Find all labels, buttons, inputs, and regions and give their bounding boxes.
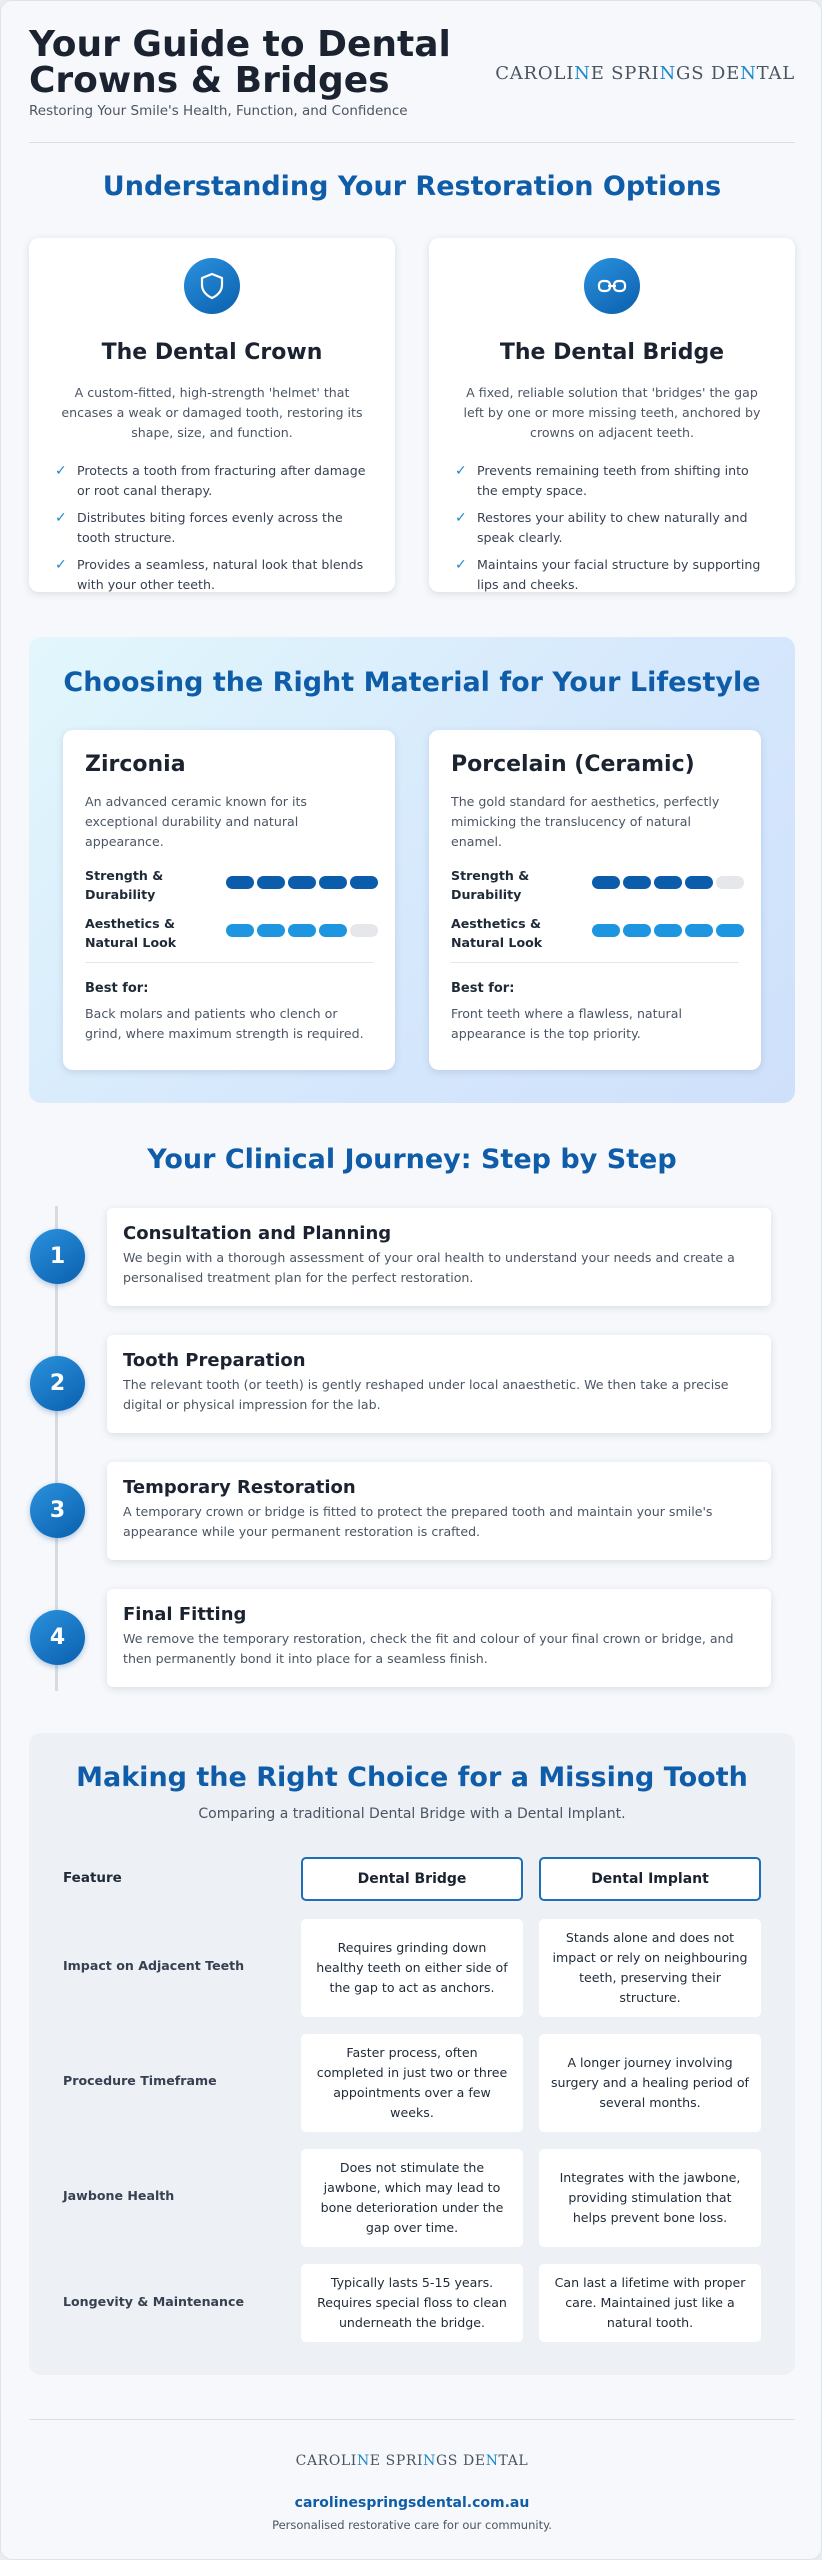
rating-pill-filled [716, 924, 744, 937]
website-link[interactable]: carolinespringsdental.com.au [294, 2495, 530, 2511]
materials-section-title: Choosing the Right Material for Your Lifestyle [63, 667, 761, 698]
step-card [107, 1208, 771, 1306]
strength-label: Strength & Durability [451, 868, 530, 902]
rating-pill-filled [226, 924, 254, 937]
step-description: We remove the temporary restoration, check the fit and colour of your final crown or bridge, and then permanently bond it into place for a seamless finish. [123, 1631, 734, 1666]
feature-column-header: Feature [63, 1870, 122, 1886]
page-subtitle: Restoring Your Smile's Health, Function, and Confidence [29, 103, 408, 119]
rating-pill-filled [288, 924, 316, 937]
step-number: 3 [30, 1483, 85, 1538]
table-cell: Can last a lifetime with proper care. Maintained just like a natural tooth. [539, 2264, 761, 2342]
crown-description: A custom-fitted, high-strength 'helmet' that encases a weak or damaged tooth, restoring its shape, size, and function. [61, 385, 363, 440]
rating-pill-filled [623, 924, 651, 937]
crown-card [29, 238, 395, 592]
rating-pill-filled [592, 876, 620, 889]
rating-pill-filled [319, 876, 347, 889]
rating-pill-filled [288, 876, 316, 889]
step-description: We begin with a thorough assessment of your oral health to understand your needs and create a personalised treatment plan for the perfect restoration. [123, 1250, 735, 1285]
step-number: 4 [30, 1610, 85, 1665]
divider [85, 962, 373, 963]
aesthetics-pills [592, 924, 744, 937]
table-cell: Does not stimulate the jawbone, which may lead to bone deterioration under the gap over time. [301, 2149, 523, 2247]
rating-pill-filled [623, 876, 651, 889]
step-title: Temporary Restoration [123, 1477, 356, 1498]
brand-logo: CAROLINE SPRINGS DENTAL [495, 63, 795, 84]
table-cell: Requires grinding down healthy teeth on either side of the gap to act as anchors. [301, 1919, 523, 2017]
comparison-section-title: Making the Right Choice for a Missing Tooth [76, 1762, 748, 1793]
aesthetics-rating [85, 914, 373, 954]
rating-pill-filled [592, 924, 620, 937]
bridge-card [429, 238, 795, 592]
aesthetics-pills [226, 924, 378, 937]
strength-rating [85, 866, 373, 906]
restoration-section-title: Understanding Your Restoration Options [102, 171, 722, 202]
check-icon: ✓ [55, 557, 67, 573]
material-name: Porcelain (Ceramic) [451, 752, 695, 777]
shield-icon [184, 258, 240, 314]
rating-pill-filled [654, 876, 682, 889]
step-number: 1 [30, 1229, 85, 1284]
list-item: ✓ Provides a seamless, natural look that blends with your other teeth. [55, 557, 364, 592]
list-item: ✓ Protects a tooth from fracturing after damage or root canal therapy. [55, 463, 366, 498]
divider [451, 962, 739, 963]
table-cell: A longer journey involving surgery and a healing period of several months. [539, 2034, 761, 2132]
footer-divider [29, 2419, 795, 2420]
check-icon: ✓ [455, 557, 467, 573]
rating-pill-filled [257, 924, 285, 937]
rating-pill-empty [716, 876, 744, 889]
check-icon: ✓ [55, 463, 67, 479]
bridge-link-icon [584, 258, 640, 314]
best-for-label: Best for: [85, 981, 149, 996]
step-description: The relevant tooth (or teeth) is gently reshaped under local anaesthetic. We then take a precise digital or physical impression for the lab. [123, 1377, 729, 1412]
list-item: ✓ Distributes biting forces evenly across the tooth structure. [55, 510, 343, 545]
feature-label: Longevity & Maintenance [63, 2294, 245, 2309]
list-item: ✓ Prevents remaining teeth from shifting into the empty space. [455, 463, 749, 498]
material-name: Zirconia [85, 752, 186, 777]
rating-pill-filled [226, 876, 254, 889]
step-card [107, 1462, 771, 1560]
strength-label: Strength & Durability [85, 868, 164, 902]
rating-pill-empty [350, 924, 378, 937]
check-icon: ✓ [455, 510, 467, 526]
rating-pill-filled [319, 924, 347, 937]
header [29, 24, 795, 143]
page-title: Your Guide to Dental Crowns & Bridges [29, 24, 451, 101]
zirconia-card [63, 730, 395, 1070]
strength-pills [592, 876, 744, 889]
rating-pill-filled [685, 924, 713, 937]
rating-pill-filled [654, 924, 682, 937]
bridge-title: The Dental Bridge [499, 340, 725, 365]
crown-title: The Dental Crown [101, 340, 323, 365]
material-description: An advanced ceramic known for its exceptional durability and natural appearance. [85, 794, 307, 849]
footer-brand-logo: CAROLINE SPRINGS DENTAL [295, 2453, 529, 2469]
bridge-description: A fixed, reliable solution that 'bridges' the gap left by one or more missing teeth, anchored by crowns on adjacent teeth. [463, 385, 761, 440]
aesthetics-label: Aesthetics & Natural Look [85, 916, 177, 950]
rating-pill-filled [257, 876, 285, 889]
list-item: ✓ Restores your ability to chew naturally and speak clearly. [455, 510, 748, 545]
table-cell: Faster process, often completed in just two or three appointments over a few weeks. [301, 2034, 523, 2132]
journey-section-title: Your Clinical Journey: Step by Step [147, 1144, 677, 1175]
best-for-label: Best for: [451, 981, 515, 996]
comparison-subtitle: Comparing a traditional Dental Bridge with a Dental Implant. [198, 1806, 626, 1822]
material-description: The gold standard for aesthetics, perfectly mimicking the translucency of natural enamel. [451, 794, 720, 849]
step-number: 2 [30, 1356, 85, 1411]
step-title: Final Fitting [123, 1604, 247, 1625]
check-icon: ✓ [55, 510, 67, 526]
aesthetics-label: Aesthetics & Natural Look [451, 916, 543, 950]
aesthetics-rating [451, 914, 739, 954]
step-description: A temporary crown or bridge is fitted to protect the prepared tooth and maintain your smile's appearance while your permanent restoration is crafted. [123, 1504, 713, 1539]
table-cell: Typically lasts 5-15 years. Requires special floss to clean underneath the bridge. [301, 2264, 523, 2342]
bridge-column-header: Dental Bridge [301, 1857, 523, 1901]
implant-column-header: Dental Implant [539, 1857, 761, 1901]
strength-pills [226, 876, 378, 889]
step-card [107, 1589, 771, 1687]
feature-label: Impact on Adjacent Teeth [63, 1958, 245, 1973]
strength-rating [451, 866, 739, 906]
step-card [107, 1335, 771, 1433]
step-title: Consultation and Planning [123, 1223, 392, 1244]
bridge-benefits [455, 461, 769, 595]
feature-label: Procedure Timeframe [63, 2073, 217, 2088]
table-cell: Stands alone and does not impact or rely on neighbouring teeth, preserving their structure. [539, 1919, 761, 2017]
step-title: Tooth Preparation [123, 1350, 306, 1371]
porcelain-card [429, 730, 761, 1070]
best-for-text: Back molars and patients who clench or grind, where maximum strength is required. [85, 1006, 364, 1041]
rating-pill-filled [685, 876, 713, 889]
footer-tagline: Personalised restorative care for our community. [272, 2518, 552, 2532]
check-icon: ✓ [455, 463, 467, 479]
crown-benefits [55, 461, 369, 595]
table-cell: Integrates with the jawbone, providing stimulation that helps prevent bone loss. [539, 2149, 761, 2247]
list-item: ✓ Maintains your facial structure by supporting lips and cheeks. [455, 557, 761, 592]
rating-pill-filled [350, 876, 378, 889]
feature-label: Jawbone Health [63, 2188, 175, 2203]
best-for-text: Front teeth where a flawless, natural appearance is the top priority. [451, 1006, 682, 1041]
